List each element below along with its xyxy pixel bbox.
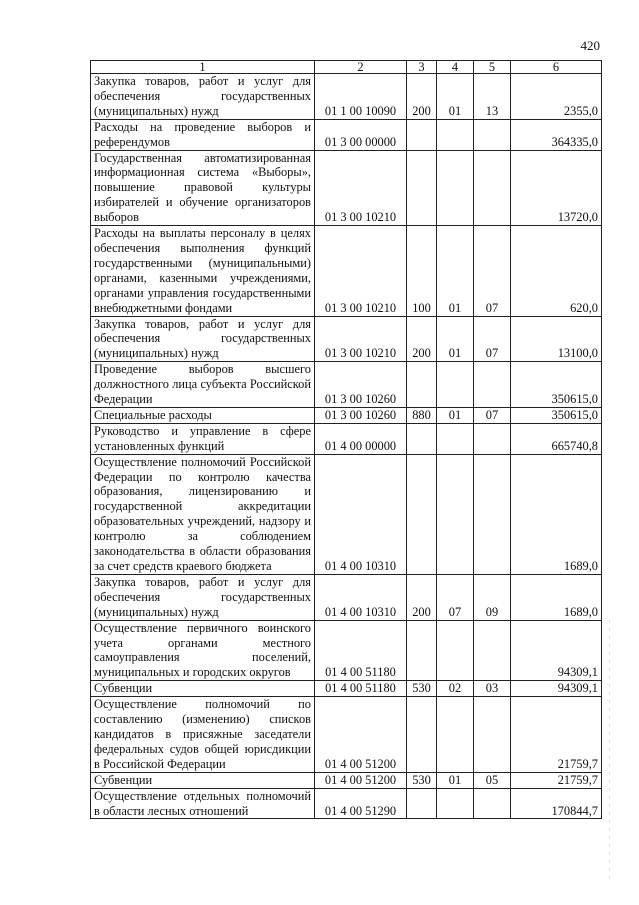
row-amount: 94309,1 — [511, 620, 602, 681]
header-cell: 4 — [437, 61, 474, 74]
row-amount: 350615,0 — [511, 362, 602, 408]
row-code: 01 3 00 00000 — [315, 119, 407, 150]
row-type: 880 — [407, 407, 437, 423]
row-name: Руководство и управление в сфере установленных функций — [91, 423, 315, 454]
table-row — [91, 150, 602, 226]
row-name: Закупка товаров, работ и услуг для обеспечения государственных (муниципальных) нужд — [91, 316, 315, 362]
row-type: 200 — [407, 316, 437, 362]
table-row — [91, 74, 602, 120]
row-amount: 13720,0 — [511, 150, 602, 226]
row-code: 01 4 00 00000 — [315, 423, 407, 454]
row-subsection — [474, 423, 511, 454]
row-section — [437, 119, 474, 150]
row-type: 100 — [407, 226, 437, 316]
row-name: Субвенции — [91, 681, 315, 697]
row-code: 01 3 00 10210 — [315, 226, 407, 316]
row-type — [407, 362, 437, 408]
row-subsection — [474, 362, 511, 408]
table-row — [91, 316, 602, 362]
budget-table — [90, 60, 602, 819]
row-code: 01 4 00 10310 — [315, 574, 407, 620]
row-amount: 13100,0 — [511, 316, 602, 362]
row-section — [437, 620, 474, 681]
row-amount: 364335,0 — [511, 119, 602, 150]
table-row — [91, 788, 602, 819]
row-name: Осуществление полномочий Российской Федерации по контролю качества образования, лицензированию и государственной аккредитации образовательных учреждений, надзору и контролю за соблюдением законодательства в области образования за счет средств краевого бюджета — [91, 454, 315, 574]
row-amount: 620,0 — [511, 226, 602, 316]
row-section: 01 — [437, 407, 474, 423]
row-type — [407, 423, 437, 454]
row-type — [407, 620, 437, 681]
row-name: Закупка товаров, работ и услуг для обеспечения государственных (муниципальных) нужд — [91, 574, 315, 620]
table-row — [91, 362, 602, 408]
row-code: 01 4 00 51200 — [315, 697, 407, 773]
row-amount: 350615,0 — [511, 407, 602, 423]
row-code: 01 4 00 51180 — [315, 681, 407, 697]
row-subsection: 09 — [474, 574, 511, 620]
row-subsection: 07 — [474, 316, 511, 362]
table-row — [91, 119, 602, 150]
row-name: Осуществление первичного воинского учета органами местного самоуправления поселений, муниципальных и городских округов — [91, 620, 315, 681]
row-code: 01 4 00 51290 — [315, 788, 407, 819]
row-name: Осуществление полномочий по составлению (изменению) списков кандидатов в присяжные заседатели федеральных судов общей юрисдикции в Российской Федерации — [91, 697, 315, 773]
row-subsection — [474, 119, 511, 150]
row-section — [437, 454, 474, 574]
row-name: Государственная автоматизированная информационная система «Выборы», повышение правовой культуры избирателей и обучение организаторов выборов — [91, 150, 315, 226]
row-subsection: 07 — [474, 226, 511, 316]
row-section — [437, 362, 474, 408]
row-type — [407, 119, 437, 150]
table-row — [91, 620, 602, 681]
row-code: 01 4 00 51200 — [315, 772, 407, 788]
row-section — [437, 150, 474, 226]
row-subsection: 05 — [474, 772, 511, 788]
header-cell: 6 — [511, 61, 602, 74]
row-type — [407, 454, 437, 574]
row-type: 200 — [407, 574, 437, 620]
row-amount: 1689,0 — [511, 574, 602, 620]
row-code: 01 4 00 10310 — [315, 454, 407, 574]
row-code: 01 3 00 10210 — [315, 316, 407, 362]
row-amount: 665740,8 — [511, 423, 602, 454]
row-amount: 1689,0 — [511, 454, 602, 574]
row-code: 01 3 00 10260 — [315, 362, 407, 408]
row-type: 530 — [407, 772, 437, 788]
row-section: 01 — [437, 226, 474, 316]
table-row — [91, 697, 602, 773]
header-cell: 2 — [315, 61, 407, 74]
page-number: 420 — [580, 38, 600, 53]
header-cell: 1 — [91, 61, 315, 74]
header-cell: 5 — [474, 61, 511, 74]
row-subsection — [474, 788, 511, 819]
row-name: Субвенции — [91, 772, 315, 788]
row-code: 01 4 00 51180 — [315, 620, 407, 681]
row-type — [407, 150, 437, 226]
row-section — [437, 697, 474, 773]
row-type: 530 — [407, 681, 437, 697]
row-name: Закупка товаров, работ и услуг для обеспечения государственных (муниципальных) нужд — [91, 74, 315, 120]
row-name: Расходы на выплаты персоналу в целях обеспечения выполнения функций государственными (муниципальными) органами, казенными учреждениями, органами управления государственными внебюджетными фондами — [91, 226, 315, 316]
row-amount: 21759,7 — [511, 772, 602, 788]
table-row — [91, 423, 602, 454]
row-section — [437, 788, 474, 819]
table-row — [91, 454, 602, 574]
row-subsection — [474, 620, 511, 681]
row-subsection: 13 — [474, 74, 511, 120]
row-section: 01 — [437, 74, 474, 120]
row-section: 07 — [437, 574, 474, 620]
table-row — [91, 407, 602, 423]
row-name: Специальные расходы — [91, 407, 315, 423]
row-name: Проведение выборов высшего должностного лица субъекта Российской Федерации — [91, 362, 315, 408]
row-code: 01 3 00 10260 — [315, 407, 407, 423]
row-subsection: 07 — [474, 407, 511, 423]
row-subsection: 03 — [474, 681, 511, 697]
row-section — [437, 423, 474, 454]
row-code: 01 3 00 10210 — [315, 150, 407, 226]
row-subsection — [474, 454, 511, 574]
table-row — [91, 681, 602, 697]
row-amount: 94309,1 — [511, 681, 602, 697]
row-name: Расходы на проведение выборов и референдумов — [91, 119, 315, 150]
row-subsection — [474, 150, 511, 226]
table-row — [91, 574, 602, 620]
row-amount: 21759,7 — [511, 697, 602, 773]
row-type — [407, 788, 437, 819]
row-amount: 170844,7 — [511, 788, 602, 819]
row-section: 01 — [437, 772, 474, 788]
table-body — [91, 74, 602, 819]
table-row — [91, 772, 602, 788]
scan-artifact — [609, 620, 610, 880]
row-amount: 2355,0 — [511, 74, 602, 120]
row-section: 01 — [437, 316, 474, 362]
table-header-row — [91, 61, 602, 74]
row-name: Осуществление отдельных полномочий в области лесных отношений — [91, 788, 315, 819]
row-subsection — [474, 697, 511, 773]
table-row — [91, 226, 602, 316]
row-type: 200 — [407, 74, 437, 120]
header-cell: 3 — [407, 61, 437, 74]
row-code: 01 1 00 10090 — [315, 74, 407, 120]
row-section: 02 — [437, 681, 474, 697]
row-type — [407, 697, 437, 773]
